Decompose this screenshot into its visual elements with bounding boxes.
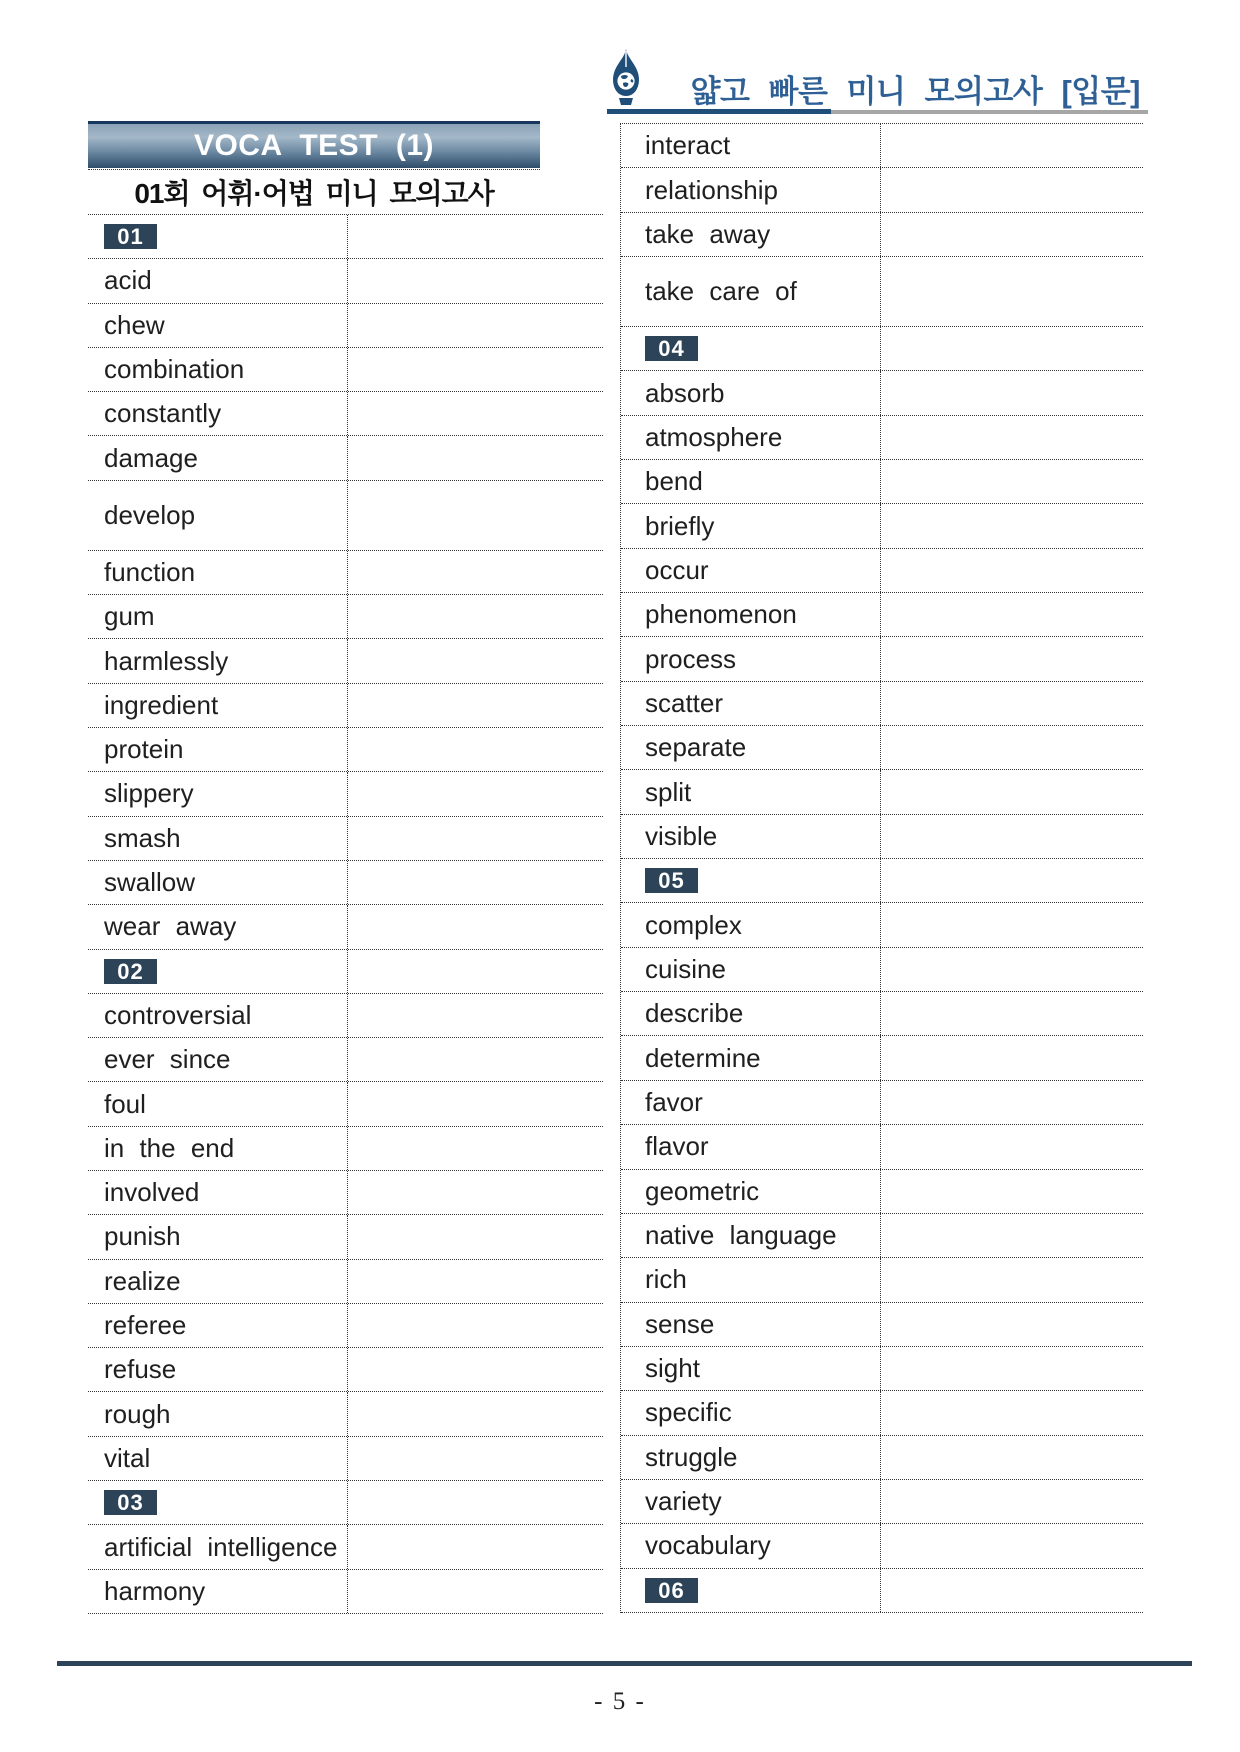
answer-blank: [348, 1127, 603, 1170]
answer-blank: [348, 861, 603, 904]
word-cell: [88, 392, 348, 435]
word-row: [88, 1038, 603, 1082]
word-label: punish: [104, 1221, 181, 1252]
answer-blank: [881, 637, 1143, 680]
word-cell: [88, 304, 348, 347]
word-row: [621, 903, 1143, 947]
word-label: sight: [645, 1353, 700, 1384]
word-cell: [621, 1170, 881, 1213]
footer-rule: [57, 1661, 1192, 1666]
word-row: [621, 213, 1143, 257]
word-label: smash: [104, 822, 181, 853]
word-cell: [88, 950, 348, 993]
word-row: [88, 481, 603, 551]
word-row: [88, 817, 603, 861]
word-row: [621, 168, 1143, 212]
pen-nib-globe-icon: [605, 49, 647, 111]
answer-blank: [348, 595, 603, 638]
word-label: complex: [645, 909, 742, 940]
answer-blank: [881, 168, 1143, 211]
word-label: favor: [645, 1087, 703, 1117]
word-label: phenomenon: [645, 599, 797, 630]
word-row: [621, 1258, 1143, 1302]
word-row: [88, 436, 603, 480]
answer-blank: [881, 1214, 1143, 1257]
word-cell: [88, 436, 348, 479]
word-cell: [621, 1436, 881, 1479]
answer-blank: [348, 1082, 603, 1125]
word-row: [88, 639, 603, 683]
word-row: [621, 460, 1143, 504]
word-cell: [621, 327, 881, 370]
word-label: vital: [104, 1442, 151, 1473]
word-row: [621, 682, 1143, 726]
answer-blank: [881, 859, 1143, 902]
word-label: referee: [104, 1310, 187, 1341]
section-number-badge: 05: [645, 868, 698, 893]
voca-test-banner: VOCA TEST (1): [88, 121, 540, 168]
word-cell: [88, 817, 348, 860]
word-row: [88, 861, 603, 905]
word-row: [621, 1125, 1143, 1169]
word-cell: [621, 1214, 881, 1257]
word-label: constantly: [104, 398, 222, 429]
answer-blank: [348, 950, 603, 993]
answer-blank: [348, 1525, 603, 1568]
answer-blank: [348, 1437, 603, 1480]
word-row: [88, 1348, 603, 1392]
section-number-badge: 04: [645, 336, 698, 361]
answer-blank: [881, 124, 1143, 167]
word-cell: [88, 1437, 348, 1480]
word-label: separate: [645, 732, 747, 763]
word-label: take care of: [645, 276, 797, 306]
word-row: [88, 551, 603, 595]
word-row: [621, 1214, 1143, 1258]
word-label: in the end: [104, 1132, 235, 1163]
word-label: specific: [645, 1397, 732, 1428]
word-cell: [621, 1258, 881, 1301]
word-row: [621, 371, 1143, 415]
word-cell: [621, 124, 881, 167]
word-label: artificial intelligence: [104, 1531, 338, 1562]
word-cell: [621, 1125, 881, 1168]
word-label: rough: [104, 1398, 171, 1429]
page-number: - 5 -: [594, 1688, 646, 1715]
word-cell: [88, 259, 348, 302]
word-row: [621, 1081, 1143, 1125]
word-cell: [621, 948, 881, 991]
answer-blank: [348, 1570, 603, 1613]
answer-blank: [881, 903, 1143, 946]
word-label: gum: [104, 601, 155, 632]
word-label: ingredient: [104, 689, 219, 720]
word-row: [88, 905, 603, 949]
word-cell: [88, 1525, 348, 1568]
answer-blank: [881, 213, 1143, 256]
answer-blank: [881, 682, 1143, 725]
word-label: acid: [104, 265, 152, 296]
word-label: geometric: [645, 1175, 760, 1206]
header-rule-gray: [831, 110, 1148, 114]
word-cell: [621, 903, 881, 946]
word-label: harmlessly: [104, 645, 229, 676]
answer-blank: [348, 1348, 603, 1391]
word-label: briefly: [645, 510, 715, 541]
answer-blank: [348, 481, 603, 550]
word-row: [88, 1260, 603, 1304]
word-cell: [88, 772, 348, 815]
booklet-title: 얇고 빠른 미니 모의고사 [입문]: [690, 74, 1140, 109]
answer-blank: [348, 304, 603, 347]
vocab-table-left: [88, 214, 603, 1614]
answer-blank: [348, 1481, 603, 1524]
word-cell: [621, 593, 881, 636]
word-cell: [621, 213, 881, 256]
word-row: [621, 948, 1143, 992]
word-row: [88, 259, 603, 303]
section-header-row: [88, 950, 603, 994]
word-cell: [88, 1481, 348, 1524]
answer-blank: [348, 215, 603, 258]
word-row: [621, 726, 1143, 770]
word-row: [88, 1570, 603, 1614]
word-cell: [621, 1081, 881, 1124]
word-label: chew: [104, 309, 165, 340]
word-row: [621, 593, 1143, 637]
test-subtitle: 01회 어휘·어법 미니 모의고사: [134, 178, 494, 209]
answer-blank: [881, 726, 1143, 769]
word-row: [88, 728, 603, 772]
section-header-row: [88, 215, 603, 259]
word-cell: [88, 595, 348, 638]
section-number-badge: 06: [645, 1578, 698, 1603]
answer-blank: [881, 1258, 1143, 1301]
word-label: scatter: [645, 687, 724, 718]
word-label: split: [645, 776, 692, 807]
word-row: [88, 1127, 603, 1171]
word-row: [88, 304, 603, 348]
word-cell: [621, 1303, 881, 1346]
word-label: take away: [645, 218, 771, 249]
answer-blank: [881, 549, 1143, 592]
word-cell: [621, 815, 881, 858]
word-label: combination: [104, 354, 245, 385]
word-cell: [621, 257, 881, 326]
section-header-row: [621, 327, 1143, 371]
word-label: cuisine: [645, 953, 726, 984]
word-cell: [88, 684, 348, 727]
word-cell: [88, 639, 348, 682]
word-row: [88, 1437, 603, 1481]
word-row: [621, 549, 1143, 593]
word-row: [621, 1036, 1143, 1080]
answer-blank: [348, 728, 603, 771]
section-header-row: [621, 1569, 1143, 1613]
word-cell: [88, 1570, 348, 1613]
word-cell: [621, 416, 881, 459]
word-label: slippery: [104, 778, 194, 809]
word-cell: [88, 905, 348, 948]
answer-blank: [881, 460, 1143, 503]
word-cell: [88, 1260, 348, 1303]
answer-blank: [348, 817, 603, 860]
word-cell: [88, 481, 348, 550]
answer-blank: [348, 905, 603, 948]
word-cell: [621, 637, 881, 680]
word-row: [621, 257, 1143, 327]
word-cell: [621, 168, 881, 211]
word-row: [621, 992, 1143, 1036]
word-label: interact: [645, 130, 731, 161]
answer-blank: [348, 1260, 603, 1303]
word-cell: [621, 549, 881, 592]
word-row: [88, 684, 603, 728]
word-row: [88, 1171, 603, 1215]
word-row: [621, 1436, 1143, 1480]
answer-blank: [881, 1524, 1143, 1567]
answer-blank: [348, 1215, 603, 1258]
word-cell: [88, 994, 348, 1037]
word-cell: [621, 859, 881, 902]
word-row: [88, 348, 603, 392]
word-label: protein: [104, 734, 184, 765]
word-label: rich: [645, 1264, 687, 1295]
word-cell: [621, 770, 881, 813]
word-label: relationship: [645, 174, 778, 205]
word-label: controversial: [104, 999, 252, 1030]
word-label: process: [645, 643, 737, 674]
banner-underline: [88, 169, 540, 170]
word-label: struggle: [645, 1441, 738, 1472]
answer-blank: [348, 259, 603, 302]
answer-blank: [881, 1125, 1143, 1168]
header-rule: [607, 109, 1148, 115]
word-label: damage: [104, 442, 198, 473]
word-label: harmony: [104, 1575, 206, 1606]
word-cell: [88, 215, 348, 258]
word-cell: [621, 460, 881, 503]
word-label: swallow: [104, 867, 196, 898]
answer-blank: [881, 1569, 1143, 1612]
answer-blank: [348, 639, 603, 682]
word-row: [621, 1524, 1143, 1568]
word-label: describe: [645, 998, 744, 1029]
word-label: determine: [645, 1042, 761, 1073]
word-label: variety: [645, 1486, 722, 1517]
word-label: atmosphere: [645, 421, 783, 452]
word-cell: [88, 1348, 348, 1391]
word-cell: [621, 1347, 881, 1390]
word-row: [621, 1480, 1143, 1524]
word-label: visible: [645, 820, 718, 851]
word-label: occur: [645, 554, 709, 585]
word-label: refuse: [104, 1354, 177, 1385]
answer-blank: [348, 1171, 603, 1214]
word-row: [621, 124, 1143, 168]
word-row: [621, 815, 1143, 859]
word-cell: [88, 728, 348, 771]
answer-blank: [348, 392, 603, 435]
answer-blank: [348, 1392, 603, 1435]
word-cell: [88, 1082, 348, 1125]
answer-blank: [881, 1170, 1143, 1213]
section-header-row: [621, 859, 1143, 903]
word-label: function: [104, 556, 196, 587]
answer-blank: [881, 992, 1143, 1035]
word-row: [621, 637, 1143, 681]
word-row: [88, 595, 603, 639]
word-label: vocabulary: [645, 1530, 771, 1561]
word-cell: [621, 1480, 881, 1523]
word-row: [88, 1082, 603, 1126]
answer-blank: [881, 1036, 1143, 1079]
word-row: [621, 416, 1143, 460]
word-label: ever since: [104, 1044, 231, 1075]
header-rule-blue: [607, 109, 831, 114]
word-cell: [88, 348, 348, 391]
word-row: [88, 1215, 603, 1259]
answer-blank: [348, 994, 603, 1037]
word-cell: [621, 371, 881, 414]
word-label: involved: [104, 1177, 200, 1208]
word-label: absorb: [645, 377, 725, 408]
word-label: foul: [104, 1088, 146, 1119]
word-cell: [621, 504, 881, 547]
answer-blank: [348, 772, 603, 815]
answer-blank: [881, 504, 1143, 547]
word-label: realize: [104, 1265, 181, 1296]
word-row: [88, 772, 603, 816]
answer-blank: [881, 327, 1143, 370]
answer-blank: [881, 770, 1143, 813]
answer-blank: [348, 1304, 603, 1347]
answer-blank: [881, 1436, 1143, 1479]
section-number-badge: 02: [104, 959, 157, 984]
answer-blank: [881, 593, 1143, 636]
word-row: [88, 1392, 603, 1436]
answer-blank: [348, 436, 603, 479]
word-cell: [88, 551, 348, 594]
word-label: bend: [645, 466, 703, 497]
section-header-row: [88, 1481, 603, 1525]
answer-blank: [881, 1081, 1143, 1124]
word-cell: [88, 1038, 348, 1081]
word-row: [621, 1391, 1143, 1435]
word-row: [621, 504, 1143, 548]
word-label: sense: [645, 1308, 715, 1339]
word-cell: [88, 1127, 348, 1170]
word-cell: [621, 682, 881, 725]
answer-blank: [881, 1303, 1143, 1346]
word-cell: [621, 992, 881, 1035]
answer-blank: [881, 416, 1143, 459]
answer-blank: [881, 1391, 1143, 1434]
word-row: [88, 1304, 603, 1348]
word-cell: [621, 726, 881, 769]
answer-blank: [348, 551, 603, 594]
answer-blank: [881, 371, 1143, 414]
word-cell: [88, 1171, 348, 1214]
word-row: [621, 1347, 1143, 1391]
word-row: [621, 770, 1143, 814]
word-label: wear away: [104, 911, 237, 942]
answer-blank: [348, 348, 603, 391]
word-cell: [88, 1392, 348, 1435]
answer-blank: [881, 948, 1143, 991]
answer-blank: [348, 684, 603, 727]
vocab-table-right: [620, 123, 1143, 1613]
answer-blank: [881, 1347, 1143, 1390]
word-cell: [621, 1036, 881, 1079]
word-label: native language: [645, 1220, 837, 1251]
answer-blank: [881, 815, 1143, 858]
answer-blank: [881, 1480, 1143, 1523]
section-number-badge: 01: [104, 224, 157, 249]
word-cell: [88, 861, 348, 904]
answer-blank: [348, 1038, 603, 1081]
word-label: develop: [104, 499, 196, 530]
word-cell: [621, 1569, 881, 1612]
section-number-badge: 03: [104, 1490, 157, 1515]
word-cell: [88, 1304, 348, 1347]
word-row: [88, 994, 603, 1038]
word-row: [621, 1170, 1143, 1214]
word-row: [88, 1525, 603, 1569]
word-row: [88, 392, 603, 436]
word-label: flavor: [645, 1131, 709, 1162]
answer-blank: [881, 257, 1143, 326]
word-row: [621, 1303, 1143, 1347]
word-cell: [621, 1524, 881, 1567]
word-cell: [621, 1391, 881, 1434]
word-cell: [88, 1215, 348, 1258]
